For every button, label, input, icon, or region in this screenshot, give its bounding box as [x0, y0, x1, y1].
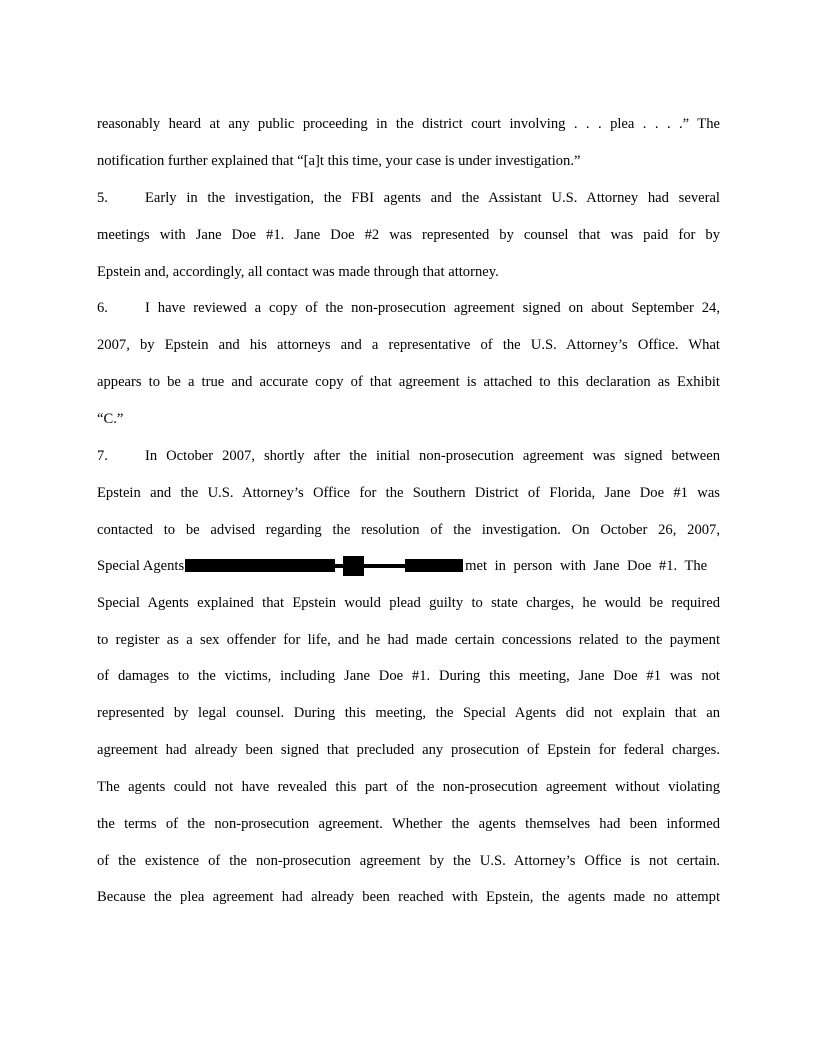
redaction-bar — [405, 559, 463, 572]
text-line: of damages to the victims, including Jane Doe #1. During this meeting, Jane Doe #1 was not — [97, 668, 720, 684]
text-line: meetings with Jane Doe #1. Jane Doe #2 was represented by counsel that was paid for by — [97, 227, 720, 243]
text-fragment: Special Agents — [97, 558, 185, 574]
text-line: Special Agents explained that Epstein would plead guilty to state charges, he would be required — [97, 595, 720, 611]
redaction-bar — [257, 559, 335, 572]
text-line: Epstein and the U.S. Attorney’s Office for the Southern District of Florida, Jane Doe #1 was — [97, 485, 720, 501]
text-line: contacted to be advised regarding the resolution of the investigation. On October 26, 2007, — [97, 522, 720, 538]
hidden-redacted-conjunction: and — [343, 558, 365, 574]
text-line: appears to be a true and accurate copy of that agreement is attached to this declaration as Exhibit — [97, 374, 720, 390]
text-line: The agents could not have revealed this part of the non-prosecution agreement without violating — [97, 779, 720, 795]
paragraph-number: 6. — [97, 300, 108, 316]
paragraph-5-first-line — [97, 188, 720, 208]
text-line: Early in the investigation, the FBI agents and the Assistant U.S. Attorney had several — [145, 190, 720, 206]
redaction-bar — [185, 559, 257, 572]
text-line: the terms of the non-prosecution agreement. Whether the agents themselves had been informed — [97, 816, 720, 832]
text-line: to register as a sex offender for life, and he had made certain concessions related to the payment — [97, 632, 720, 648]
text-line: “C.” — [97, 411, 124, 427]
text-line: In October 2007, shortly after the initial non-prosecution agreement was signed between — [145, 448, 720, 464]
text-line: reasonably heard at any public proceeding in the district court involving . . . plea . . . .” The — [97, 116, 720, 132]
paragraph-number: 5. — [97, 190, 108, 206]
text-line: Epstein and, accordingly, all contact was made through that attorney. — [97, 264, 499, 280]
paragraph-number: 7. — [97, 448, 108, 464]
text-line: notification further explained that “[a]t this time, your case is under investigation.” — [97, 153, 581, 169]
redacted-line — [97, 556, 720, 576]
paragraph-7-first-line — [97, 446, 720, 466]
text-line: I have reviewed a copy of the non-prosecution agreement signed on about September 24, — [145, 300, 720, 316]
text-line: represented by legal counsel. During this meeting, the Special Agents did not explain that an — [97, 705, 720, 721]
text-line: 2007, by Epstein and his attorneys and a representative of the U.S. Attorney’s Office. What — [97, 337, 720, 353]
paragraph-6-first-line — [97, 298, 720, 318]
text-line: agreement had already been signed that precluded any prosecution of Epstein for federal charges. — [97, 742, 720, 758]
text-line: Because the plea agreement had already been reached with Epstein, the agents made no attempt — [97, 889, 720, 905]
text-line: of the existence of the non-prosecution agreement by the U.S. Attorney’s Office is not certain. — [97, 853, 720, 869]
text-fragment: met in person with Jane Doe #1. The — [465, 558, 708, 574]
